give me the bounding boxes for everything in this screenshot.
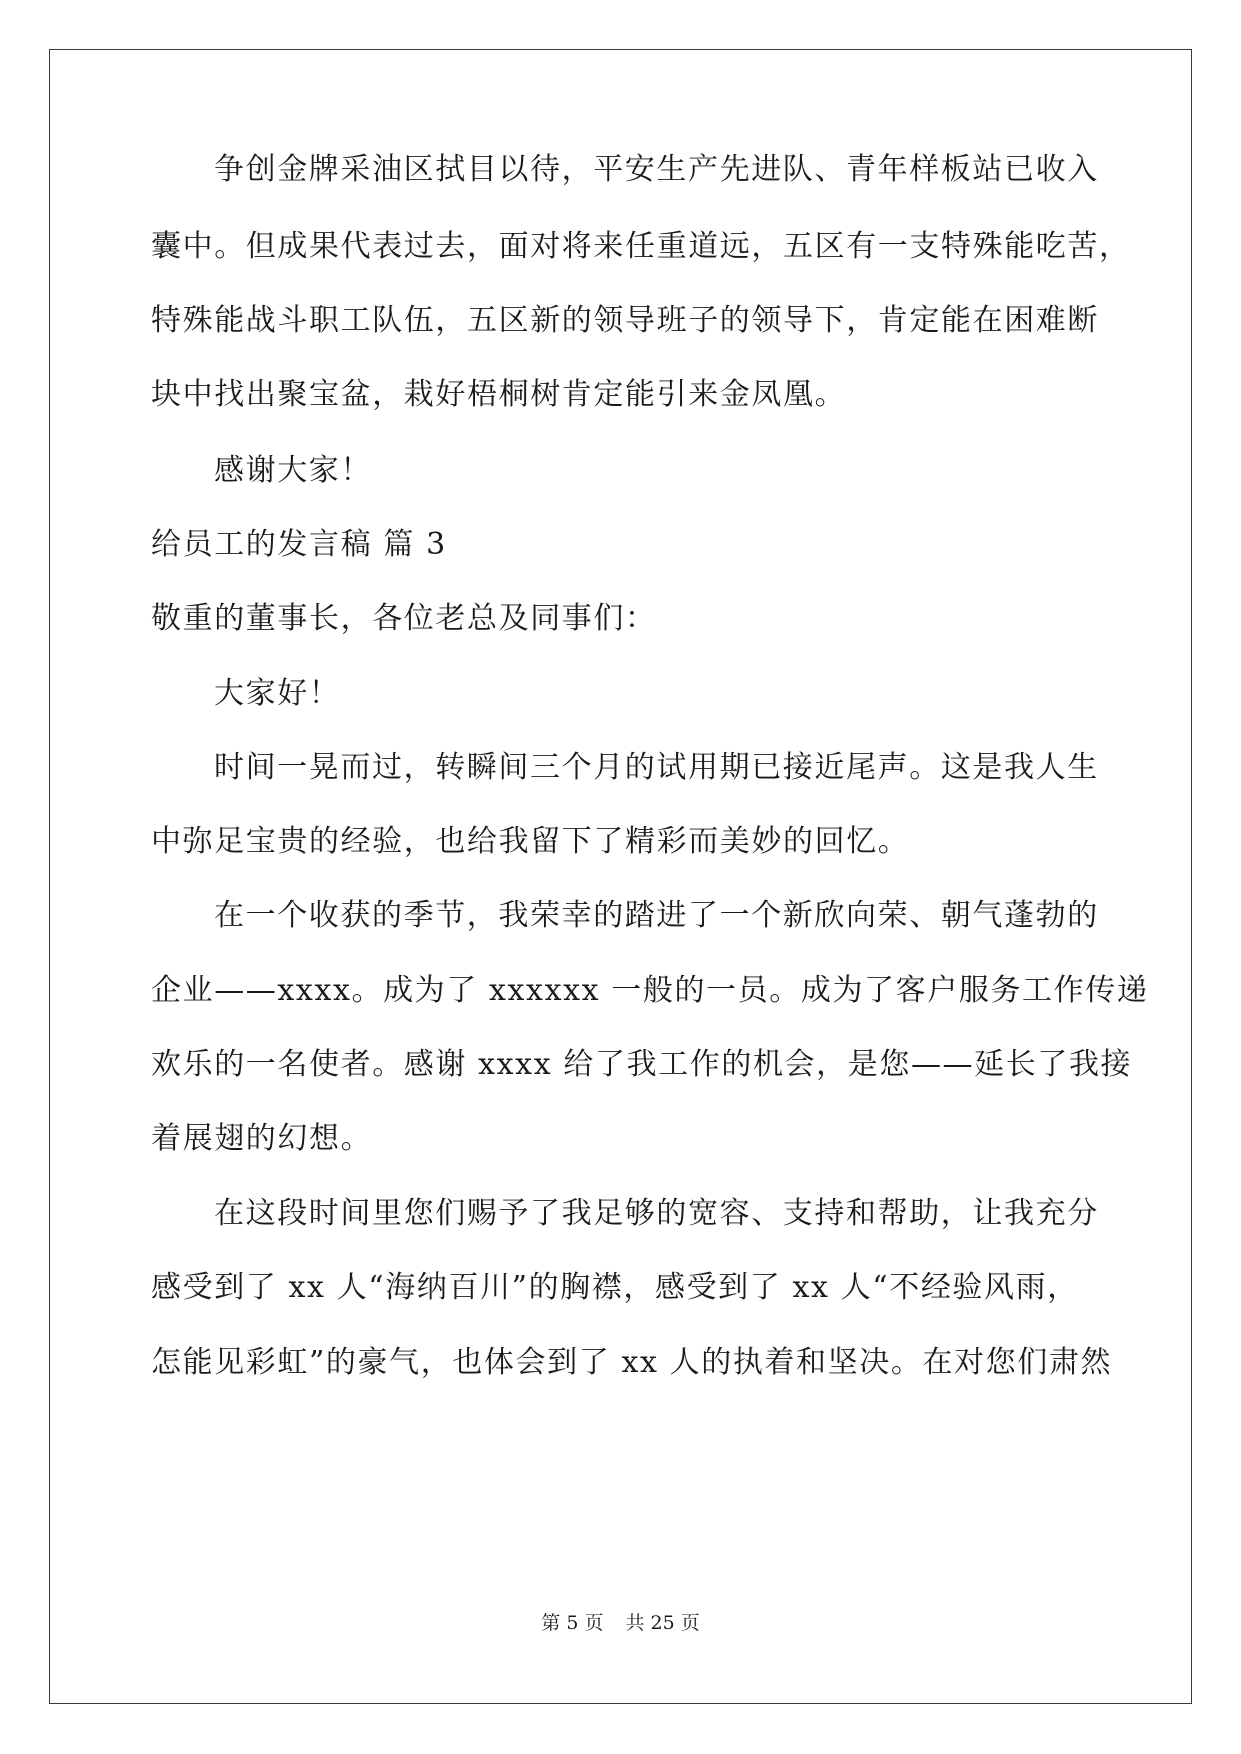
paragraph-line: 块中找出聚宝盆，栽好梧桐树肯定能引来金凤凰。	[151, 377, 847, 412]
paragraph-line: 特殊能战斗职工队伍，五区新的领导班子的领导下，肯定能在困难断	[151, 303, 1099, 338]
paragraph-line: 在这段时间里您们赐予了我足够的宽容、支持和帮助，让我充分	[214, 1196, 1099, 1231]
paragraph-line: 囊中。但成果代表过去，面对将来任重道远，五区有一支特殊能吃苦，	[151, 229, 1131, 264]
greeting-line: 大家好！	[214, 676, 341, 711]
paragraph-line: 中弥足宝贵的经验，也给我留下了精彩而美妙的回忆。	[151, 824, 910, 859]
paragraph-line: 企业——xxxx。成为了 xxxxxx 一般的一员。成为了客户服务工作传递	[151, 973, 1149, 1008]
section-heading: 给员工的发言稿 篇 3	[151, 527, 447, 562]
paragraph-line: 怎能见彩虹”的豪气，也体会到了 xx 人的执着和坚决。在对您们肃然	[151, 1345, 1113, 1380]
page-total: 共 25 页	[625, 1612, 700, 1634]
paragraph-line: 着展翅的幻想。	[151, 1121, 373, 1156]
page-number: 第 5 页	[541, 1612, 604, 1634]
paragraph-line: 感受到了 xx 人“海纳百川”的胸襟，感受到了 xx 人“不经验风雨，	[151, 1270, 1079, 1305]
salutation-line: 敬重的董事长，各位老总及同事们：	[151, 601, 657, 636]
paragraph-line: 在一个收获的季节，我荣幸的踏进了一个新欣向荣、朝气蓬勃的	[214, 898, 1099, 933]
paragraph-line: 争创金牌采油区拭目以待，平安生产先进队、青年样板站已收入	[214, 152, 1099, 187]
paragraph-line: 时间一晃而过，转瞬间三个月的试用期已接近尾声。这是我人生	[214, 750, 1099, 785]
closing-line: 感谢大家！	[214, 453, 372, 488]
page-border	[49, 49, 1192, 1704]
paragraph-line: 欢乐的一名使者。感谢 xxxx 给了我工作的机会，是您——延长了我接	[151, 1047, 1133, 1082]
page-footer	[0, 1611, 1241, 1635]
